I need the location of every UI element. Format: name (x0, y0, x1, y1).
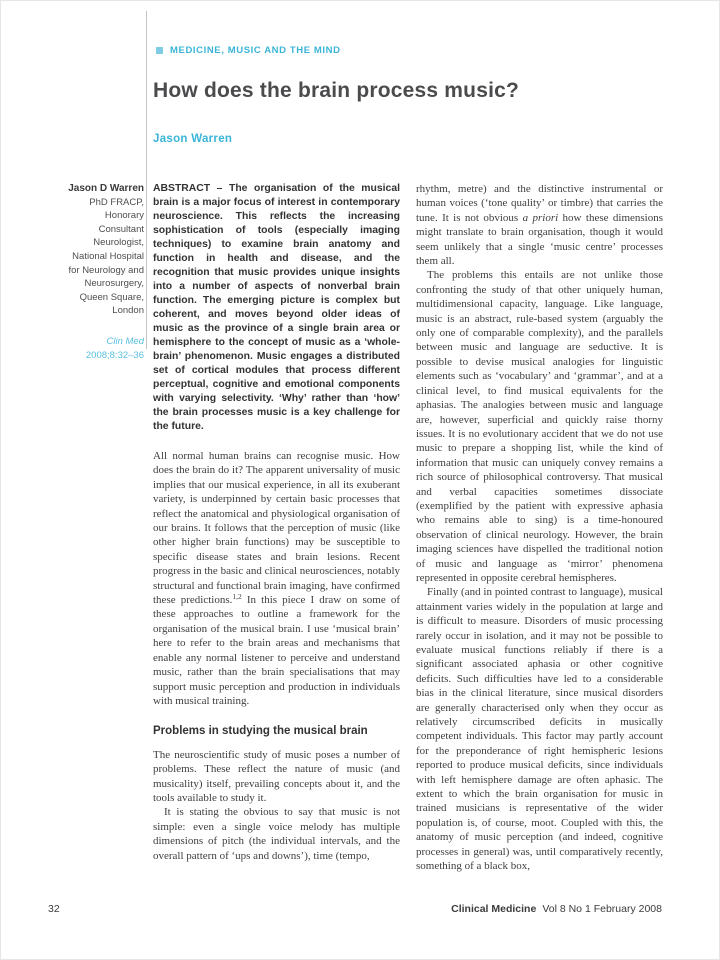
body-paragraph: Finally (and in pointed contrast to language), musical attainment varies widely in the population at large and is difficult to measure. Disorders of music processing rarely occur in isolation, and it may not be possible to evaluate musical functions reliably if there is a significant associated aphasia or other cognitive deficits. Such difficulties have led to a considerable bias in the clinical literature, since musical disorders are generally characterised only when they occur as relatively circumscribed deficits in musically competent individuals. This factor may partly account for the preponderance of right hemispheric lesions reported to produce musical deficits, since individuals with left hemisphere damage are often aphasic. The extent to which the brain organisation for music in trained musicians is representative of the wider population is, of course, moot. Coupled with this, the anatomy of music perception (and indeed, cognitive processes in general) was, until comparatively recently, something of a black box, (416, 586, 663, 873)
latin-phrase-italic: a priori (522, 211, 559, 224)
affiliation-line: Queen Square, (79, 291, 144, 303)
author-affiliation-block (39, 182, 144, 362)
footer-issue-info: Vol 8 No 1 February 2008 (542, 903, 662, 915)
affiliation-line: National Hospital (72, 250, 144, 262)
paragraph-text: rhythm, metre) and the distinctive instrumental or human voices (‘tone quality’ or timbre) that carries the tune. It is not obvious (416, 183, 663, 224)
section-label-text: MEDICINE, MUSIC AND THE MIND (170, 45, 341, 56)
abstract-paragraph: ABSTRACT – The organisation of the musical brain is a major focus of interest in contemporary neuroscience. This reflects the increasing sophistication of tools (especially imaging techniques) to examine brain anatomy and function in health and disease, and the recognition that music provides unique insights into a number of aspects of nonverbal brain function. The emerging picture is complex but coherent, and moves beyond older ideas of music as the province of a single brain area or hemisphere to the concept of music as a ‘whole-brain’ phenomenon. Music engages a distributed set of cortical modules that process different perceptual, cognitive and emotional components with varying selectivity. ‘Why’ rather than ‘how’ the brain processes music is a key challenge for the future. (153, 183, 400, 432)
section-heading: Problems in studying the musical brain (153, 725, 368, 738)
citation-reference: 2008;8:32–36 (85, 349, 144, 361)
affiliation-line: London (112, 305, 144, 317)
affiliation-line: Neurosurgery, (84, 278, 144, 290)
body-paragraph: The neuroscientific study of music poses a number of problems. These reflect the nature of music (and musicality) itself, prevailing concepts about it, and the tools available to study it. (153, 748, 400, 804)
running-footer (451, 903, 662, 915)
section-label (156, 45, 341, 56)
sidebar-divider-rule (146, 11, 147, 349)
body-paragraph: The problems this entails are not unlike those confronting the study of that other uniquely human, multidimensional capacity, language. Like language, music is an abstract, rule-based system (arguably the only one of comparable complexity), and the parallels between music and language are seductive. It is possible to devise musical analogies for linguistic elements such as ‘vocabulary’ and ‘grammar’, and at a clinical level, to find musical equivalents for the aphasias. The analogies between music and language are, however, superficial and quickly raise thorny issues. It is no evolutionary accident that we do not use music to prepare a shopping list, while the kind of information that music can uniquely convey remains a rich source of philosophical controversy. That musical and verbal capacities sometimes dissociate (exemplified by the patient with expressive aphasia who remains able to sing) is a time-honoured observation of clinical neurology. However, the brain imaging sciences have dispelled the traditional notion of music and language as ‘mirror’ phenomena represented in opposite cerebral hemispheres. (416, 269, 663, 584)
body-paragraph (153, 449, 400, 708)
author-byline: Jason Warren (153, 133, 233, 145)
affiliation-line: for Neurology and (68, 264, 144, 276)
paragraph-text: how these dimensions might translate to brain organisation, though it would seem unlikely that a single ‘music centre’ processes them all. (416, 211, 663, 268)
article-title: How does the brain process music? (153, 79, 520, 102)
body-column-left (153, 449, 400, 863)
affiliation-line: Neurologist, (93, 237, 144, 249)
paragraph-text: All normal human brains can recognise music. How does the brain do it? The apparent universality of music implies that our musical experience, in all its exuberant variety, is underpinned by certain basic processes that reflect the anatomical and physiological organisation of our brains. It follows that the perception of music (like other higher brain functions) may be susceptible to specific disease states and brain lesions. Recent progress in the basic and clinical neurosciences, notably structural and functional brain imaging, have confirmed these predictions. (153, 450, 400, 607)
affiliation-line: Consultant (98, 223, 144, 235)
body-column-right (416, 182, 663, 874)
affiliation-line: Honorary (104, 210, 144, 222)
section-bullet-icon (156, 47, 163, 54)
paragraph-text: In this piece I draw on some of these approaches to outline a framework for the organisation of the musical brain. I use ‘musical brain’ here to refer to the brain areas and mechanisms that enable any normal listener to perceive and understand music, rather than the brain specialisations that may support music perception and production in individuals with musical training. (153, 594, 401, 707)
body-paragraph: It is stating the obvious to say that music is not simple: even a single voice melody has multiple dimensions of pitch (the individual intervals, and the overall pattern of ‘ups and downs’), time (tempo, (153, 806, 400, 862)
footer-journal-title: Clinical Medicine (451, 903, 537, 915)
citation-journal: Clin Med (106, 335, 144, 347)
citation-block (39, 335, 144, 362)
page-number: 32 (48, 903, 60, 915)
reference-superscript: 1,2 (232, 592, 242, 602)
affiliation-author-name: Jason D Warren (68, 183, 144, 194)
body-paragraph (416, 182, 663, 268)
affiliation-line: PhD FRACP, (89, 196, 144, 208)
